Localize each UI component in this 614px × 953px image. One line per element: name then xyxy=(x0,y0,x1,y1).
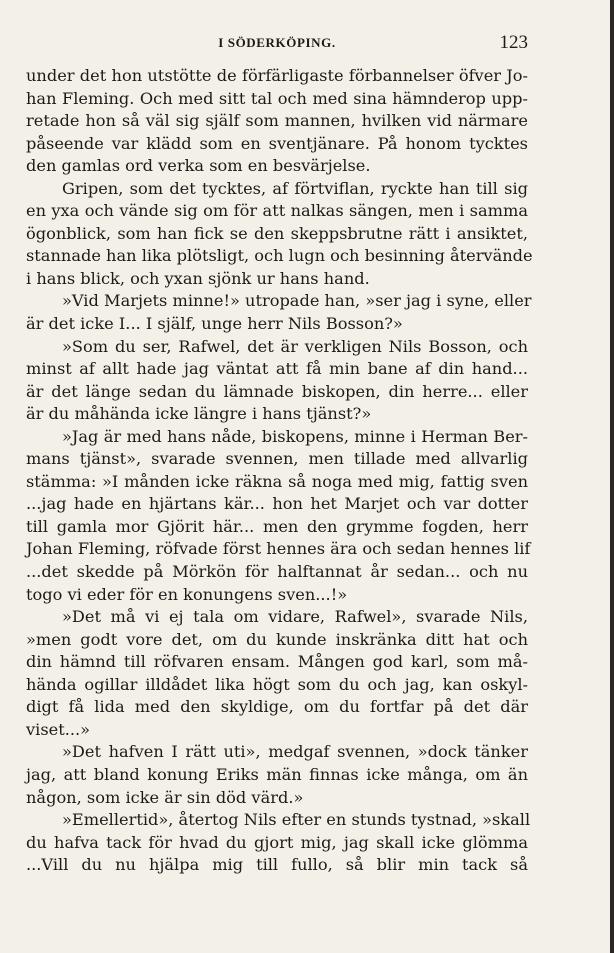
paragraph xyxy=(26,809,531,877)
text-line: »Vid Marjets minne!» utropade han, »ser jag i syne, eller xyxy=(62,291,532,311)
text-line: Gripen, som det tycktes, af förtviflan, ryckte han till sig xyxy=(62,178,528,198)
text-line: påseende var klädd som en sventjänare. På honom tycktes xyxy=(26,133,528,153)
text-line: den gamlas ord verka som en besvärjelse. xyxy=(26,156,371,176)
text-line: minst af allt hade jag väntat att få min bane af din hand... xyxy=(26,359,528,379)
text-line: stannade han lika plötsligt, och lugn och besinning återvände xyxy=(26,246,533,266)
paragraph xyxy=(26,336,528,426)
text-line: ...jag hade en hjärtans kär... hon het Marjet och var dotter xyxy=(26,494,528,514)
text-line: stämma: »I månden icke räkna så noga med mig, fattig sven xyxy=(26,471,528,491)
text-line: Johan Fleming, röfvade först hennes ära och sedan hennes lif xyxy=(26,539,531,559)
text-line: hända ogillar illdådet lika högt som du och jag, kan oskyl- xyxy=(26,674,528,694)
text-line: under det hon utstötte de förfärligaste förbannelser öfver Jo- xyxy=(26,66,528,85)
text-line: »Det hafven I rätt uti», medgaf svennen, »dock tänker xyxy=(62,742,528,762)
text-line: mans tjänst», svarade svennen, men tillade med allvarlig xyxy=(26,449,528,469)
page-number: 123 xyxy=(499,32,528,53)
running-head xyxy=(26,32,528,54)
paragraph xyxy=(26,65,528,178)
text-line: till gamla mor Gjörit här... men den grymme fogden, herr xyxy=(26,516,528,536)
paragraph xyxy=(26,290,532,335)
text-line: »Som du ser, Rafwel, det är verkligen Nils Bosson, och xyxy=(62,336,528,356)
body-text xyxy=(26,65,533,877)
text-line: togo vi eder för en konungens sven...!» xyxy=(26,584,348,604)
text-line: någon, som icke är sin död värd.» xyxy=(26,787,304,807)
text-line: din hämnd till röfvaren ensam. Mången god karl, som må- xyxy=(26,652,528,672)
text-line: viset...» xyxy=(26,719,91,739)
text-line: du hafva tack för hvad du gjort mig, jag skall icke glömma xyxy=(26,832,528,852)
text-line: ...Vill du nu hjälpa mig till fullo, så blir min tack så xyxy=(26,855,528,875)
text-line: är du måhända icke längre i hans tjänst?» xyxy=(26,404,372,424)
text-line: är det länge sedan du lämnade biskopen, din herre... eller xyxy=(26,381,528,401)
text-line: retade hon så väl sig själf som mannen, hvilken vid närmare xyxy=(26,111,528,131)
text-line: »Jag är med hans nåde, biskopens, minne i Herman Ber- xyxy=(62,426,528,446)
page-edge xyxy=(610,0,614,953)
running-title: I SÖDERKÖPING. xyxy=(218,35,336,50)
text-line: »Emellertid», återtog Nils efter en stunds tystnad, »skall xyxy=(62,810,531,830)
text-line: är det icke I... I själf, unge herr Nils Bosson?» xyxy=(26,314,403,334)
text-line: jag, att bland konung Eriks män finnas icke många, om än xyxy=(26,764,528,784)
text-line: »Det må vi ej tala om vidare, Rafwel», svarade Nils, xyxy=(62,607,528,627)
text-line: en yxa och vände sig om för att nalkas sängen, men i samma xyxy=(26,201,528,221)
text-line: han Fleming. Och med sitt tal och med sina hämnderop upp- xyxy=(26,88,528,108)
text-line: ...det skedde på Mörkön för halftannat år sedan... och nu xyxy=(26,562,528,582)
text-line: digt få lida med den skyldige, om du fortfar på det där xyxy=(26,697,528,717)
text-line: ögonblick, som han fick se den skeppsbrutne rätt i ansiktet, xyxy=(26,223,528,243)
text-line: i hans blick, och yxan sjönk ur hans hand. xyxy=(26,268,370,288)
paragraph xyxy=(26,606,528,741)
paragraph xyxy=(26,741,528,809)
paragraph xyxy=(26,426,531,606)
text-line: »men godt vore det, om du kunde inskränka ditt hat och xyxy=(26,629,528,649)
paragraph xyxy=(26,178,533,291)
